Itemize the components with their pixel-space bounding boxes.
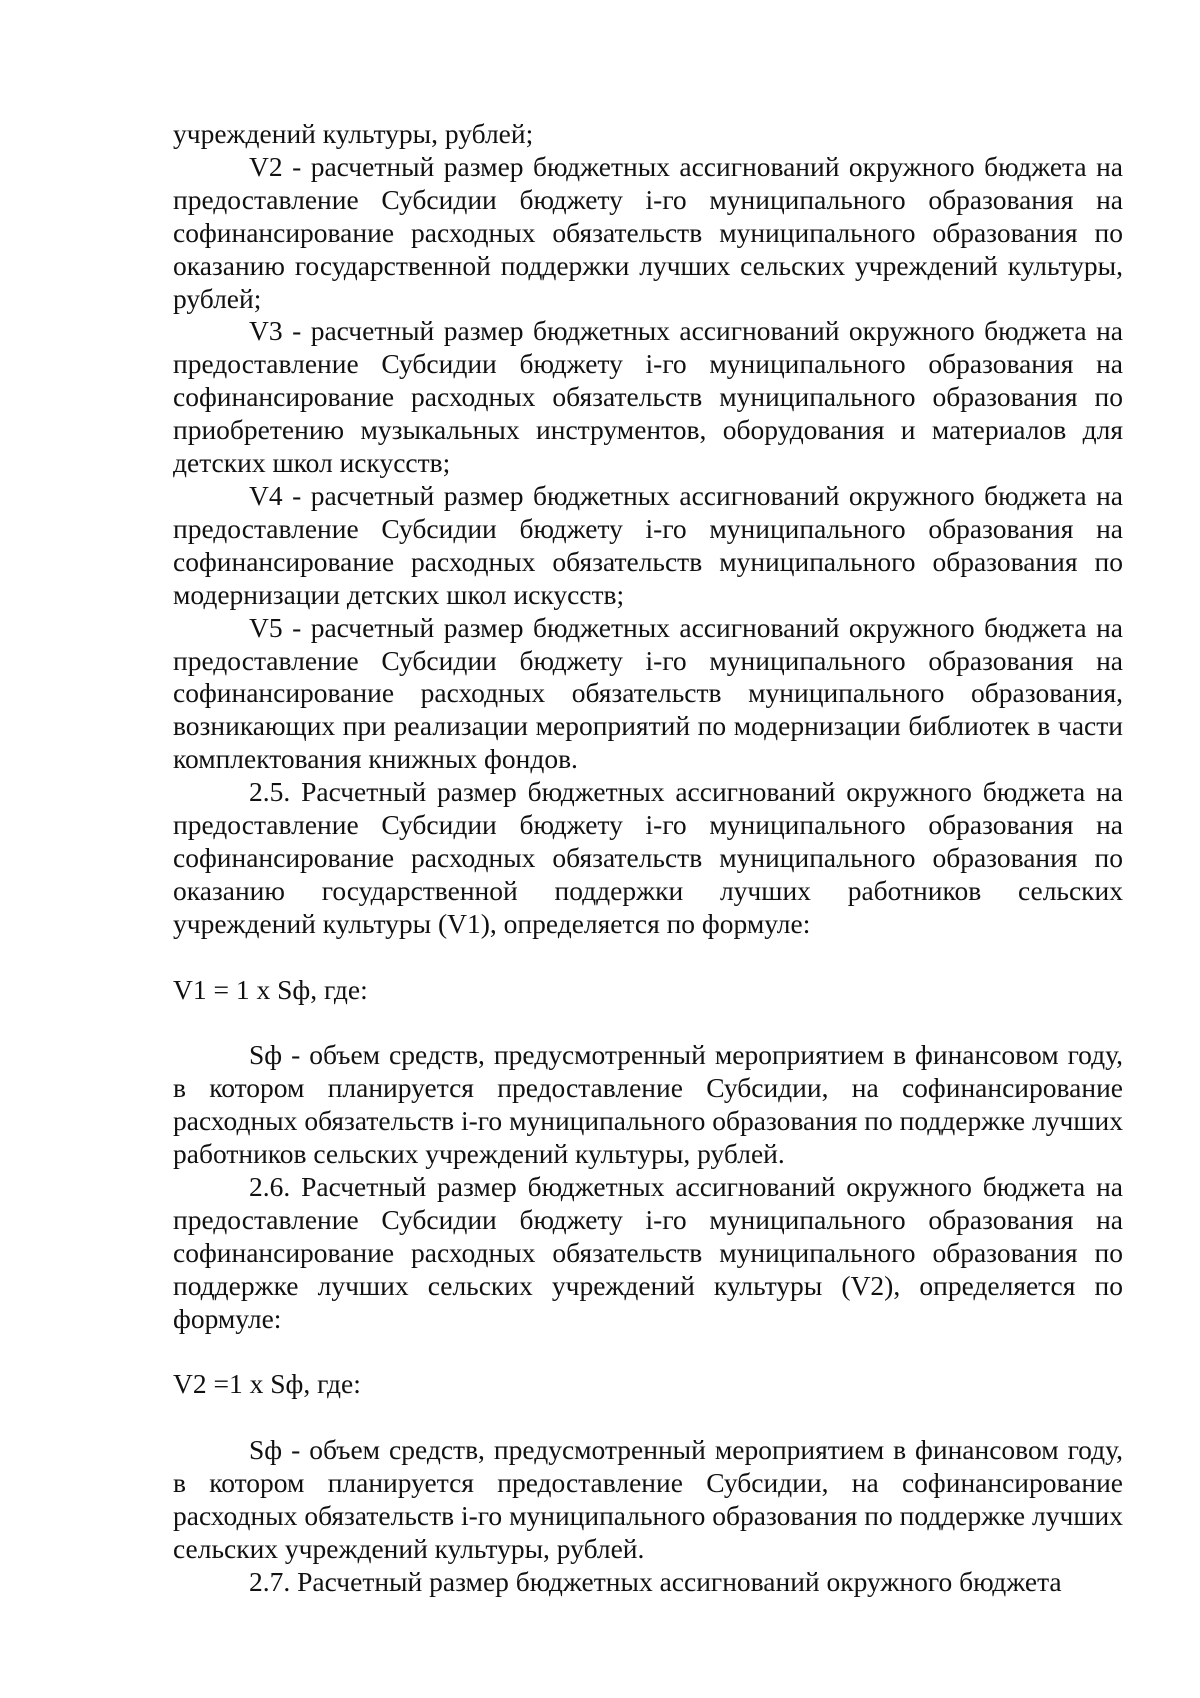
- spacer: [173, 1336, 1123, 1369]
- spacer: [173, 941, 1123, 974]
- paragraph-section-2-7: 2.7. Расчетный размер бюджетных ассигнований окружного бюджета: [249, 1565, 1062, 1597]
- paragraph-section-2-6: 2.6. Расчетный размер бюджетных ассигнований окружного бюджета на предоставление Субсидии бюджету i-го муниципального образования на софинансирование расходных обязательств муниципального образования по поддержке лучших сельских учреждений культуры (V2), определяется по формуле:: [173, 1170, 1123, 1334]
- paragraph-sf-definition-1: Sф - объем средств, предусмотренный мероприятием в финансовом году, в котором планируется предоставление Субсидии, на софинансирование расходных обязательств i-го муниципального образования по поддержке лучших работников сельских учреждений культуры, рублей.: [173, 1039, 1123, 1170]
- formula-v2: V2 =1 x Sф, где:: [173, 1368, 361, 1400]
- paragraph-v3-definition: V3 - расчетный размер бюджетных ассигнований окружного бюджета на предоставление Субсидии бюджету i-го муниципального образования на софинансирование расходных обязательств муниципального образования по приобретению музыкальных инструментов, оборудования и материалов для детских школ искусств;: [173, 315, 1123, 479]
- document-body: [173, 118, 1123, 1599]
- paragraph-v4-definition: V4 - расчетный размер бюджетных ассигнований окружного бюджета на предоставление Субсидии бюджету i-го муниципального образования на софинансирование расходных обязательств муниципального образования по модернизации детских школ искусств;: [173, 479, 1123, 610]
- spacer: [173, 1401, 1123, 1434]
- paragraph-v2-definition: V2 - расчетный размер бюджетных ассигнований окружного бюджета на предоставление Субсидии бюджету i-го муниципального образования на софинансирование расходных обязательств муниципального образования по оказанию государственной поддержки лучших сельских учреждений культуры, рублей;: [173, 150, 1123, 314]
- formula-v1: V1 = 1 x Sф, где:: [173, 973, 368, 1005]
- spacer: [173, 1006, 1123, 1039]
- paragraph-v5-definition: V5 - расчетный размер бюджетных ассигнований окружного бюджета на предоставление Субсидии бюджету i-го муниципального образования на софинансирование расходных обязательств муниципального образования, возникающих при реализации мероприятий по модернизации библиотек в части комплектования книжных фондов.: [173, 611, 1123, 775]
- paragraph-continuation: учреждений культуры, рублей;: [173, 118, 534, 149]
- paragraph-sf-definition-2: Sф - объем средств, предусмотренный мероприятием в финансовом году, в котором планируется предоставление Субсидии, на софинансирование расходных обязательств i-го муниципального образования по поддержке лучших сельских учреждений культуры, рублей.: [173, 1434, 1123, 1564]
- paragraph-section-2-5: 2.5. Расчетный размер бюджетных ассигнований окружного бюджета на предоставление Субсидии бюджету i-го муниципального образования на софинансирование расходных обязательств муниципального образования по оказанию государственной поддержки лучших работников сельских учреждений культуры (V1), определяется по формуле:: [173, 776, 1123, 939]
